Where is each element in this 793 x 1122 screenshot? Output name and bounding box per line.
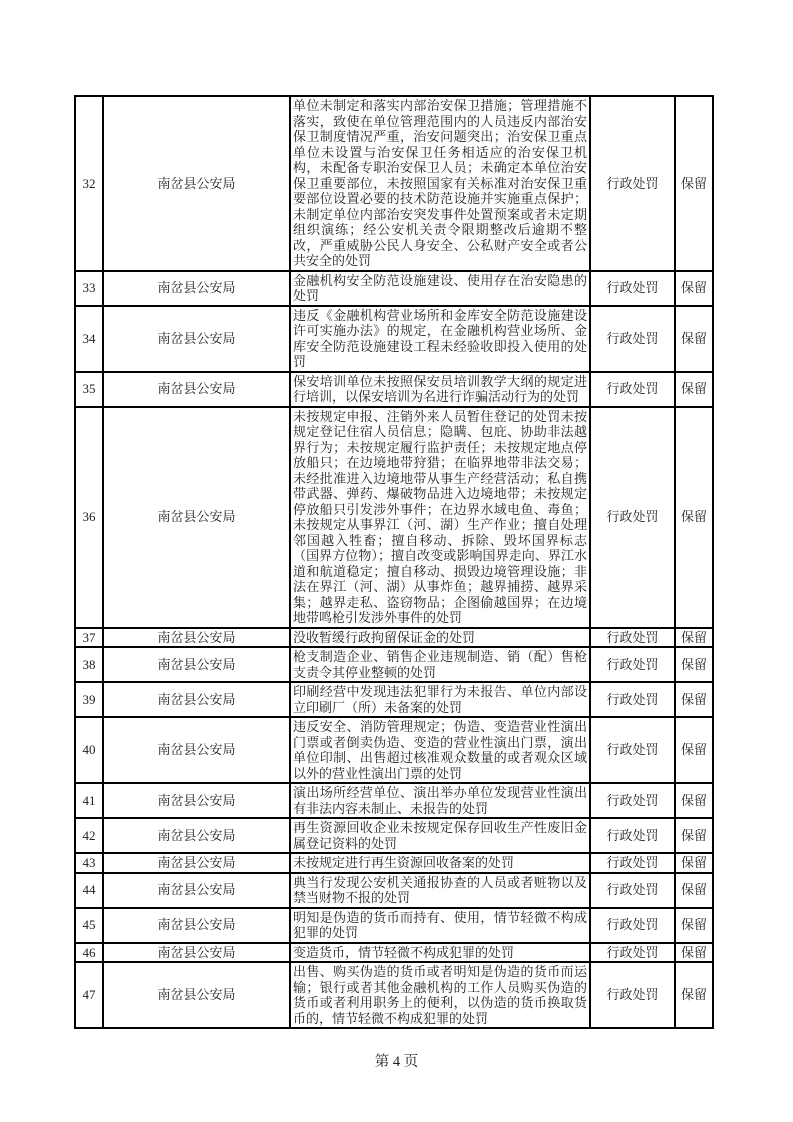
row-number-cell: 34 [75,306,103,372]
status-cell: 保留 [675,271,713,306]
status-cell: 保留 [675,96,713,271]
row-number-cell: 33 [75,271,103,306]
row-number-cell: 38 [75,647,103,682]
penalty-item-cell: 单位未制定和落实内部治安保卫措施；管理措施不落实，致使在单位管理范围内的人员违反内部治安保卫制度情况严重，治安问题突出；治安保卫重点单位未设置与治安保卫任务相适应的治安保卫机构，未配备专职治安保卫人员；未确定本单位治安保卫重要部位，未按照国家有关标准对治安保卫重要部位设置必要的技术防范设施并实施重点保护；未制定单位内部治安突发事件处置预案或者未定期组织演练；经公安机关责令限期整改后逾期不整改，严重威胁公民人身安全、公私财产安全或者公共安全的处罚 [290,96,590,271]
agency-cell: 南岔县公安局 [103,96,290,271]
penalty-item-cell: 违反《金融机构营业场所和金库安全防范设施建设许可实施办法》的规定，在金融机构营业场所、金库安全防范设施建设工程未经验收即投入使用的处罚 [290,306,590,372]
table-row [75,873,713,908]
table-row [75,908,713,943]
status-cell: 保留 [675,962,713,1028]
penalty-type-cell: 行政处罚 [590,873,675,908]
penalty-type-cell: 行政处罚 [590,96,675,271]
agency-cell: 南岔县公安局 [103,407,290,628]
row-number-cell: 44 [75,873,103,908]
agency-cell: 南岔县公安局 [103,717,290,783]
penalty-table [74,95,714,1029]
agency-cell: 南岔县公安局 [103,873,290,908]
agency-cell: 南岔县公安局 [103,682,290,717]
row-number-cell: 36 [75,407,103,628]
agency-cell: 南岔县公安局 [103,943,290,963]
penalty-item-cell: 印刷经营中发现违法犯罪行为未报告、单位内部设立印刷厂（所）未备案的处罚 [290,682,590,717]
penalty-item-cell: 枪支制造企业、销售企业违规制造、销（配）售枪支责令其停业整顿的处罚 [290,647,590,682]
penalty-item-cell: 典当行发现公安机关通报协查的人员或者赃物以及禁当财物不报的处罚 [290,873,590,908]
penalty-type-cell: 行政处罚 [590,407,675,628]
penalty-item-cell: 出售、购买伪造的货币或者明知是伪造的货币而运输；银行或者其他金融机构的工作人员购买伪造的货币或者利用职务上的便利，以伪造的货币换取货币的，情节轻微不构成犯罪的处罚 [290,962,590,1028]
penalty-type-cell: 行政处罚 [590,306,675,372]
agency-cell: 南岔县公安局 [103,783,290,818]
penalty-type-cell: 行政处罚 [590,372,675,407]
row-number-cell: 47 [75,962,103,1028]
table-row [75,818,713,853]
agency-cell: 南岔县公安局 [103,818,290,853]
row-number-cell: 45 [75,908,103,943]
penalty-type-cell: 行政处罚 [590,818,675,853]
row-number-cell: 43 [75,853,103,873]
row-number-cell: 32 [75,96,103,271]
table-row [75,783,713,818]
penalty-item-cell: 演出场所经营单位、演出举办单位发现营业性演出有非法内容未制止、未报告的处罚 [290,783,590,818]
status-cell: 保留 [675,873,713,908]
page-number: 第 4 页 [374,1054,419,1070]
table-row [75,962,713,1028]
penalty-item-cell: 未按规定进行再生资源回收备案的处罚 [290,853,590,873]
agency-cell: 南岔县公安局 [103,962,290,1028]
agency-cell: 南岔县公安局 [103,853,290,873]
penalty-type-cell: 行政处罚 [590,853,675,873]
status-cell: 保留 [675,372,713,407]
status-cell: 保留 [675,943,713,963]
table-row [75,682,713,717]
status-cell: 保留 [675,853,713,873]
penalty-item-cell: 变造货币，情节轻微不构成犯罪的处罚 [290,943,590,963]
table-row [75,306,713,372]
table-row [75,271,713,306]
row-number-cell: 42 [75,818,103,853]
row-number-cell: 37 [75,628,103,648]
table-row [75,647,713,682]
table-row [75,372,713,407]
penalty-type-cell: 行政处罚 [590,943,675,963]
status-cell: 保留 [675,628,713,648]
status-cell: 保留 [675,783,713,818]
penalty-item-cell: 违反安全、消防管理规定；伪造、变造营业性演出门票或者倒卖伪造、变造的营业性演出门票，演出单位印制、出售超过核准观众数量的或者观众区域以外的营业性演出门票的处罚 [290,717,590,783]
agency-cell: 南岔县公安局 [103,628,290,648]
table-row [75,96,713,271]
row-number-cell: 46 [75,943,103,963]
agency-cell: 南岔县公安局 [103,306,290,372]
penalty-item-cell: 金融机构安全防范设施建设、使用存在治安隐患的处罚 [290,271,590,306]
table-row [75,407,713,628]
row-number-cell: 39 [75,682,103,717]
penalty-type-cell: 行政处罚 [590,647,675,682]
penalty-table-body [75,96,713,1028]
table-row [75,853,713,873]
penalty-item-cell: 保安培训单位未按照保安员培训教学大纲的规定进行培训，以保安培训为名进行诈骗活动行为的处罚 [290,372,590,407]
penalty-type-cell: 行政处罚 [590,271,675,306]
penalty-type-cell: 行政处罚 [590,962,675,1028]
status-cell: 保留 [675,717,713,783]
table-row [75,717,713,783]
penalty-item-cell: 明知是伪造的货币而持有、使用，情节轻微不构成犯罪的处罚 [290,908,590,943]
agency-cell: 南岔县公安局 [103,372,290,407]
status-cell: 保留 [675,682,713,717]
status-cell: 保留 [675,818,713,853]
penalty-type-cell: 行政处罚 [590,783,675,818]
agency-cell: 南岔县公安局 [103,271,290,306]
table-row [75,628,713,648]
agency-cell: 南岔县公安局 [103,647,290,682]
row-number-cell: 41 [75,783,103,818]
status-cell: 保留 [675,306,713,372]
penalty-type-cell: 行政处罚 [590,717,675,783]
row-number-cell: 35 [75,372,103,407]
penalty-item-cell: 再生资源回收企业未按规定保存回收生产性废旧金属登记资料的处罚 [290,818,590,853]
status-cell: 保留 [675,407,713,628]
table-row [75,943,713,963]
penalty-type-cell: 行政处罚 [590,908,675,943]
penalty-item-cell: 未按规定申报、注销外来人员暂住登记的处罚未按规定登记住宿人员信息；隐瞒、包庇、协助非法越界行为；未按规定履行监护责任；未按规定地点停放船只；在边境地带狩猎；在临界地带非法交易；未经批准进入边境地带从事生产经营活动；私自携带武器、弹药、爆破物品进入边境地带；未按规定停放船只引发涉外事件；在边界水域电鱼、毒鱼；未按规定从事界江（河、湖）生产作业；擅自处理邻国越入牲畜；擅自移动、拆除、毁坏国界标志（国界方位物）；擅自改变或影响国界走向、界江水道和航道稳定；擅自移动、损毁边境管理设施；非法在界江（河、湖）从事炸鱼；越界捕捞、越界采集；越界走私、盗窃物品；企图偷越国界；在边境地带鸣枪引发涉外事件的处罚 [290,407,590,628]
status-cell: 保留 [675,647,713,682]
status-cell: 保留 [675,908,713,943]
penalty-type-cell: 行政处罚 [590,682,675,717]
agency-cell: 南岔县公安局 [103,908,290,943]
row-number-cell: 40 [75,717,103,783]
penalty-type-cell: 行政处罚 [590,628,675,648]
penalty-item-cell: 没收暂缓行政拘留保证金的处罚 [290,628,590,648]
